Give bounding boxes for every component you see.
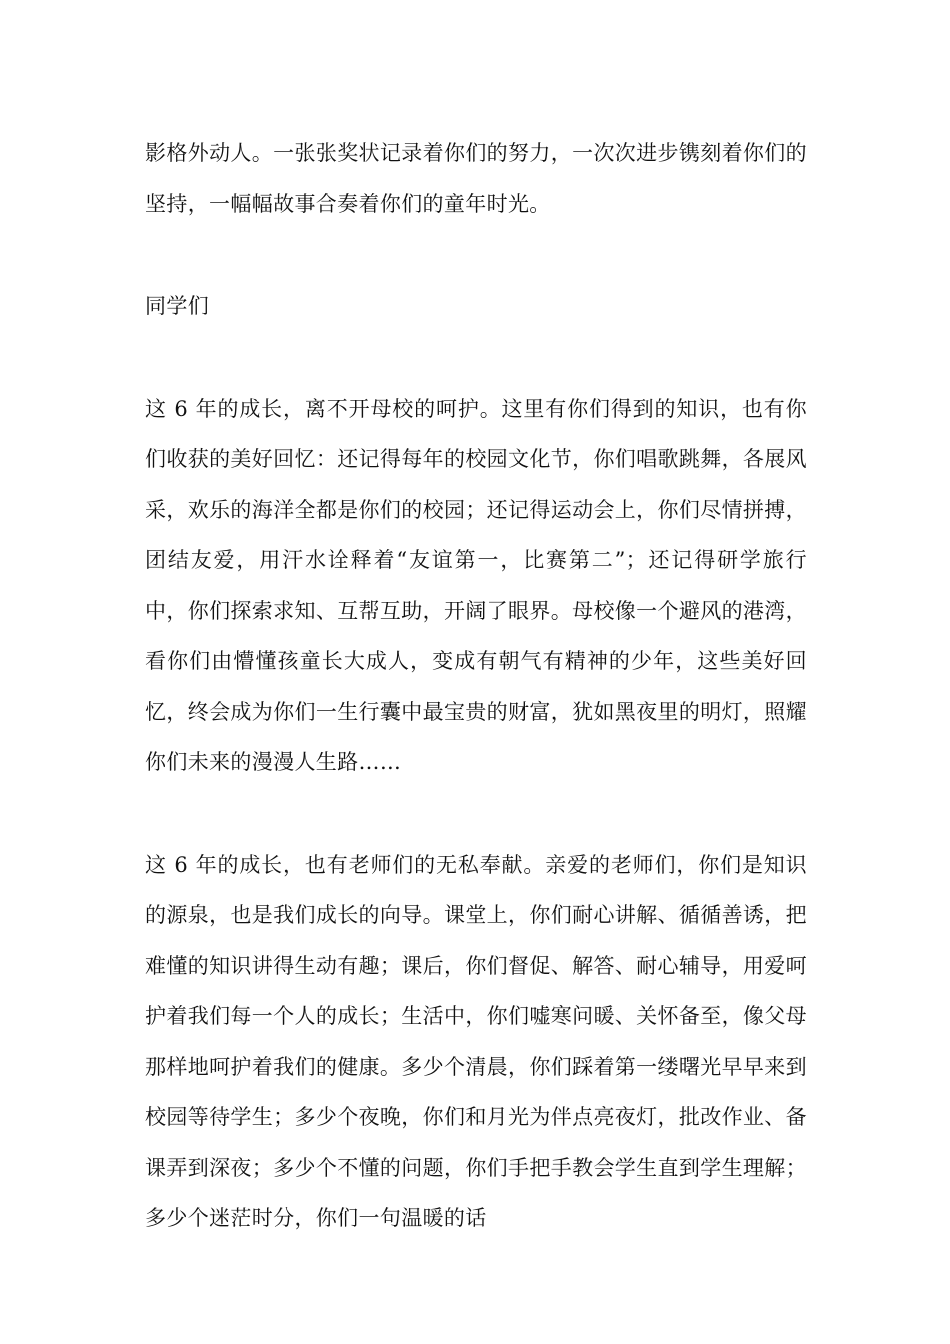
paragraph-greeting: 同学们	[145, 294, 210, 318]
paragraph-achievements: 影格外动人。一张张奖状记录着你们的努力，一次次进步镌刻着你们的坚持，一幅幅故事合奏着你们的童年时光。	[145, 141, 807, 216]
document-body	[145, 128, 807, 1296]
paragraph-teachers-dedication: 这 6 年的成长，也有老师们的无私奉献。亲爱的老师们，你们是知识的源泉，也是我们成长的向导。课堂上，你们耐心讲解、循循善诱，把难懂的知识讲得生动有趣；课后，你们督促、解答、耐心辅导，用爱呵护着我们每一个人的成长；生活中，你们嘘寒问暖、关怀备至，像父母那样地呵护着我们的健康。多少个清晨，你们踩着第一缕曙光早早来到校园等待学生；多少个夜晚，你们和月光为伴点亮夜灯，批改作业、备课弄到深夜；多少个不懂的问题，你们手把手教会学生直到学生理解；多少个迷茫时分，你们一句温暖的话	[145, 852, 807, 1230]
paragraph-school-memories: 这 6 年的成长，离不开母校的呵护。这里有你们得到的知识，也有你们收获的美好回忆：还记得每年的校园文化节，你们唱歌跳舞，各展风采，欢乐的海洋全都是你们的校园；还记得运动会上，你们尽情拼搏，团结友爱，用汗水诠释着“友谊第一，比赛第二”；还记得研学旅行中，你们探索求知、互帮互助，开阔了眼界。母校像一个避风的港湾，看你们由懵懂孩童长大成人，变成有朝气有精神的少年，这些美好回忆，终会成为你们一生行囊中最宝贵的财富，犹如黑夜里的明灯，照耀你们未来的漫漫人生路……	[145, 396, 807, 774]
